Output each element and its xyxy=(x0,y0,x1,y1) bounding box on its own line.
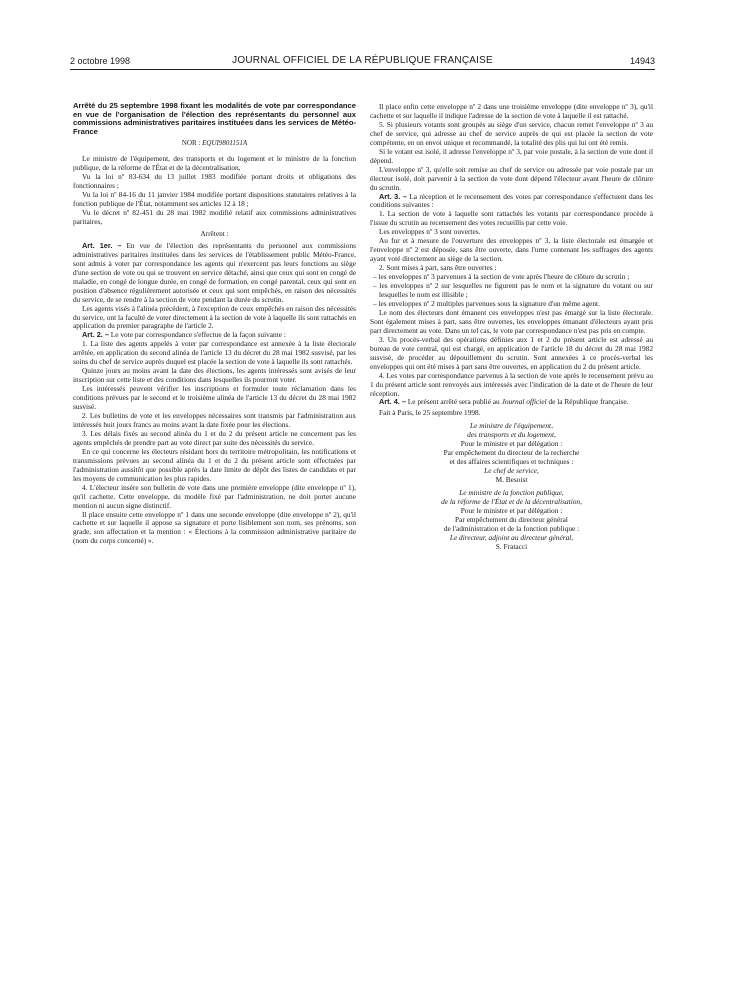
signature-block-equipment: Le ministre de l'équipement, des transports et du logement, Pour le ministre et par délégation : Par empêchement du directeur de la recherche et des affaires scientifiques et techniques : Le chef de service, M. Besoist xyxy=(370,422,653,485)
paragraph: Les enveloppes nº 3 sont ouvertes. xyxy=(379,227,481,237)
paragraph: Au fur et à mesure de l'ouverture des enveloppes nº 3, la liste électorale est émargée et l'enveloppe nº 2 est déposée, sans être ouverte, dans l'urne contenant les suffrages des agents ayant voté directement au siège de la section. xyxy=(370,236,653,264)
paragraph: Il place enfin cette enveloppe nº 2 dans une troisième enveloppe (dite enveloppe nº 3), qu'il cachette et sur laquelle il indique l'adresse de la section de vote à laquelle il est rattaché. xyxy=(370,102,653,120)
place-date: Fait à Paris, le 25 septembre 1998. xyxy=(379,408,481,418)
paragraph: Les intéressés peuvent vérifier les inscriptions et formuler toute réclamation dans les conditions prévues par le second et le troisième alinéa de l'article 13 du décret du 28 mai 1982 susvisé. xyxy=(73,384,356,412)
article-3-paragraphs xyxy=(370,210,653,273)
paragraph: 1. La liste des agents appelés à voter par correspondance est annexée à la liste électorale arrêtée, en application du second alinéa de l'article 13 du décret du 28 mai 1982 susvisé, par les soins du chef de service auprès duquel est placée la section de vote à laquelle ils sont rattachés. xyxy=(73,339,356,367)
article-1-label: Art. 1er. – xyxy=(82,240,122,250)
article-4: Art. 4. – Le présent arrêté sera publié au Journal officiel de la République française. xyxy=(379,397,629,407)
paragraph: 2. Sont mises à part, sans être ouvertes : xyxy=(379,263,497,273)
set-aside-list xyxy=(370,273,653,309)
header-journal-title: JOURNAL OFFICIEL DE LA RÉPUBLIQUE FRANÇAISE xyxy=(232,55,493,66)
nor-reference: NOR : EQUI9801151A xyxy=(181,139,248,148)
list-item: – les enveloppes nº 2 multiples parvenues sous la signature d'un même agent. xyxy=(373,298,600,308)
paragraph: 3. Les délais fixés au second alinéa du 1 et du 2 du présent article ne concernent pas les agents empêchés de prendre part au vote direct par suite des nécessités du service. xyxy=(73,428,356,447)
preamble-paragraph: Vu la loi nº 84-16 du 11 janvier 1984 modifiée portant dispositions statutaires relatives à la fonction publique de l'État, notamment ses articles 12 à 18 ; xyxy=(73,190,356,209)
article-4-label: Art. 4. – xyxy=(379,397,406,407)
paragraph: Quinze jours au moins avant la date des élections, les agents intéressés sont avisés de leur inscription sur cette liste et des conditions dans lesquelles ils pourront voter. xyxy=(73,366,356,385)
paragraph: 4. L'électeur insère son bulletin de vote dans une première enveloppe (dite enveloppe nº 1), qu'il cachette. Cette enveloppe, du modèle fixé par l'administration, ne doit porter aucune mention ni aucun signe distinctif. xyxy=(73,482,356,510)
article-2: Art. 2. – Le vote par correspondance s'effectue de la façon suivante : xyxy=(82,330,286,340)
nor-code: EQUI9801151A xyxy=(202,139,248,148)
paragraph: 5. Si plusieurs votants sont groupés au siège d'un service, chacun remet l'enveloppe nº 3 au chef de service, qui adresse au chef de service auprès de qui est placée la section de vote compétente, en un envoi unique et recommandé, la totalité des plis qui lui ont été remis. xyxy=(370,119,653,147)
header-date: 2 octobre 1998 xyxy=(70,56,131,66)
paragraph: En ce qui concerne les électeurs résidant hors du territoire métropolitain, les notifications et transmissions prévues au second alinéa du 1 et du 2 du présent article sont effectuées par l'administration aussitôt que possible après la date limite de dépôt des listes de candidats et par les moyens de communication les plus rapides. xyxy=(73,446,356,483)
article-2-label: Art. 2. – xyxy=(82,330,109,340)
arretent-heading: Arrêtent : xyxy=(200,228,229,238)
paragraph: Le nom des électeurs dont émanent ces enveloppes n'est pas émargé sur la liste électorale. Sont également mises à part, sans être ouvertes, les enveloppes émanant d'électeurs ayant pris part directement au vote. Dans un tel cas, le vote par correspondance n'est pas pris en compte. xyxy=(370,307,653,335)
decree-title: Arrêté du 25 septembre 1998 fixant les modalités de vote par correspondance en vue de l'organisation de l'élection des représentants du personnel aux commissions administratives paritaires instituées dans les services de Météo-France xyxy=(73,101,356,136)
paragraph: 3. Un procès-verbal des opérations définies aux 1 et 2 du présent article est adressé au bureau de vote central, qui est chargé, en application de l'article 18 du décret du 28 mai 1982 susvisé, de procéder au dépouillement du scrutin. Sont annexées à ce procès-verbal les enveloppes qui ont été mises à part sans être ouvertes, en application du 2 du présent article. xyxy=(370,334,653,371)
right-column xyxy=(370,103,653,552)
signatory-name: S. Fratacci xyxy=(495,541,528,551)
list-item: – les enveloppes nº 2 sur lesquelles ne figurent pas le nom et la signature du votant ou sur lesquelles le nom est illisible ; xyxy=(373,281,653,300)
preamble-paragraph: Vu la loi nº 83-634 du 13 juillet 1983 modifiée portant droits et obligations des fonctionnaires ; xyxy=(73,172,356,191)
list-item: – les enveloppes nº 3 parvenues à la section de vote après l'heure de clôture du scrutin ; xyxy=(373,272,630,282)
paragraph: L'enveloppe nº 3, qu'elle soit remise au chef de service ou adressée par voie postale par un électeur isolé, doit parvenir à la section de vote dont dépend l'électeur avant l'heure de clôture du scrutin. xyxy=(370,164,653,192)
article-3-label: Art. 3. – xyxy=(379,191,407,201)
article-1: Art. 1er. – En vue de l'élection des représentants du personnel aux commissions administratives paritaires instituées dans les services de l'établissement public Météo-France, sont admis à voter par correspondance les agents qui n'exercent pas leurs fonctions au siège d'une section de vote ou qui se trouvent en service détaché, ainsi que ceux qui sont en congé de maladie, en congé de longue durée, en congé de formation, en congé parental, ceux qui sont en position d'absence régulièrement autorisée et ceux qui sont empêchés, en raison des nécessités du service, de se rendre à la section de vote pendant la durée du scrutin. xyxy=(73,240,356,304)
preamble xyxy=(73,155,356,227)
preamble-paragraph: Vu le décret nº 82-451 du 28 mai 1982 modifié relatif aux commissions administratives paritaires, xyxy=(73,208,356,226)
paragraph: 2. Les bulletins de vote et les enveloppes nécessaires sont transmis par l'administration aux intéressés huit jours francs au moins avant la date fixée pour les élections. xyxy=(73,411,356,429)
paragraph: Si le votant est isolé, il adresse l'enveloppe nº 3, par voie postale, à la section de vote dont il dépend. xyxy=(370,146,653,165)
article-2-continued xyxy=(370,103,653,193)
paragraph: Il place ensuite cette enveloppe nº 1 dans une seconde enveloppe (dite enveloppe nº 2), qu'il cachette et sur laquelle il appose sa signature et porte lisiblement son nom, ses prénoms, son grade, son affectation et la mention : « Élections à la commission administrative paritaire de (nom du corps concerné) ». xyxy=(73,509,356,546)
running-header xyxy=(70,55,655,70)
minister-title: Le ministre de l'équipement, xyxy=(470,421,553,431)
signature-block-public-service: Le ministre de la fonction publique, de la réforme de l'État et de la décentralisation, Pour le ministre et par délégation : Par empêchement du directeur général de l'administration et de la fonction publique : Le directeur, adjoint au directeur général, S. Fratacci xyxy=(370,489,653,552)
paragraph: 1. La section de vote à laquelle sont rattachés les votants par correspondance procède à l'issue du scrutin au recensement des votes recueillis par cette voie. xyxy=(370,209,653,228)
article-2-paragraphs xyxy=(73,340,356,546)
header-page-number: 14943 xyxy=(629,56,655,66)
article-3: Art. 3. – La réception et le recensement des votes par correspondance s'effectuent dans les conditions suivantes : xyxy=(370,191,653,210)
preamble-paragraph: Le ministre de l'équipement, des transports et du logement et le ministre de la fonction publique, de la réforme de l'État et de la décentralisation, xyxy=(73,154,356,173)
article-3-paragraphs-end xyxy=(370,309,653,399)
minister-title: Le ministre de la fonction publique, xyxy=(459,488,564,498)
left-column xyxy=(73,102,356,546)
article-1-paragraph: Les agents visés à l'alinéa précédent, à l'exception de ceux empêchés en raison des nécessités du service, ont la faculté de voter directement à la section de vote à laquelle ils sont rattachés en application du premier paragraphe de l'article 2. xyxy=(73,303,356,331)
signatory-name: M. Besoist xyxy=(495,475,528,485)
paragraph: 4. Les votes par correspondance parvenus à la section de vote après le recensement prévu au 1 du présent article sont renvoyés aux intéressés avec l'indication de la date et de l'heure de leur réception. xyxy=(370,370,653,398)
